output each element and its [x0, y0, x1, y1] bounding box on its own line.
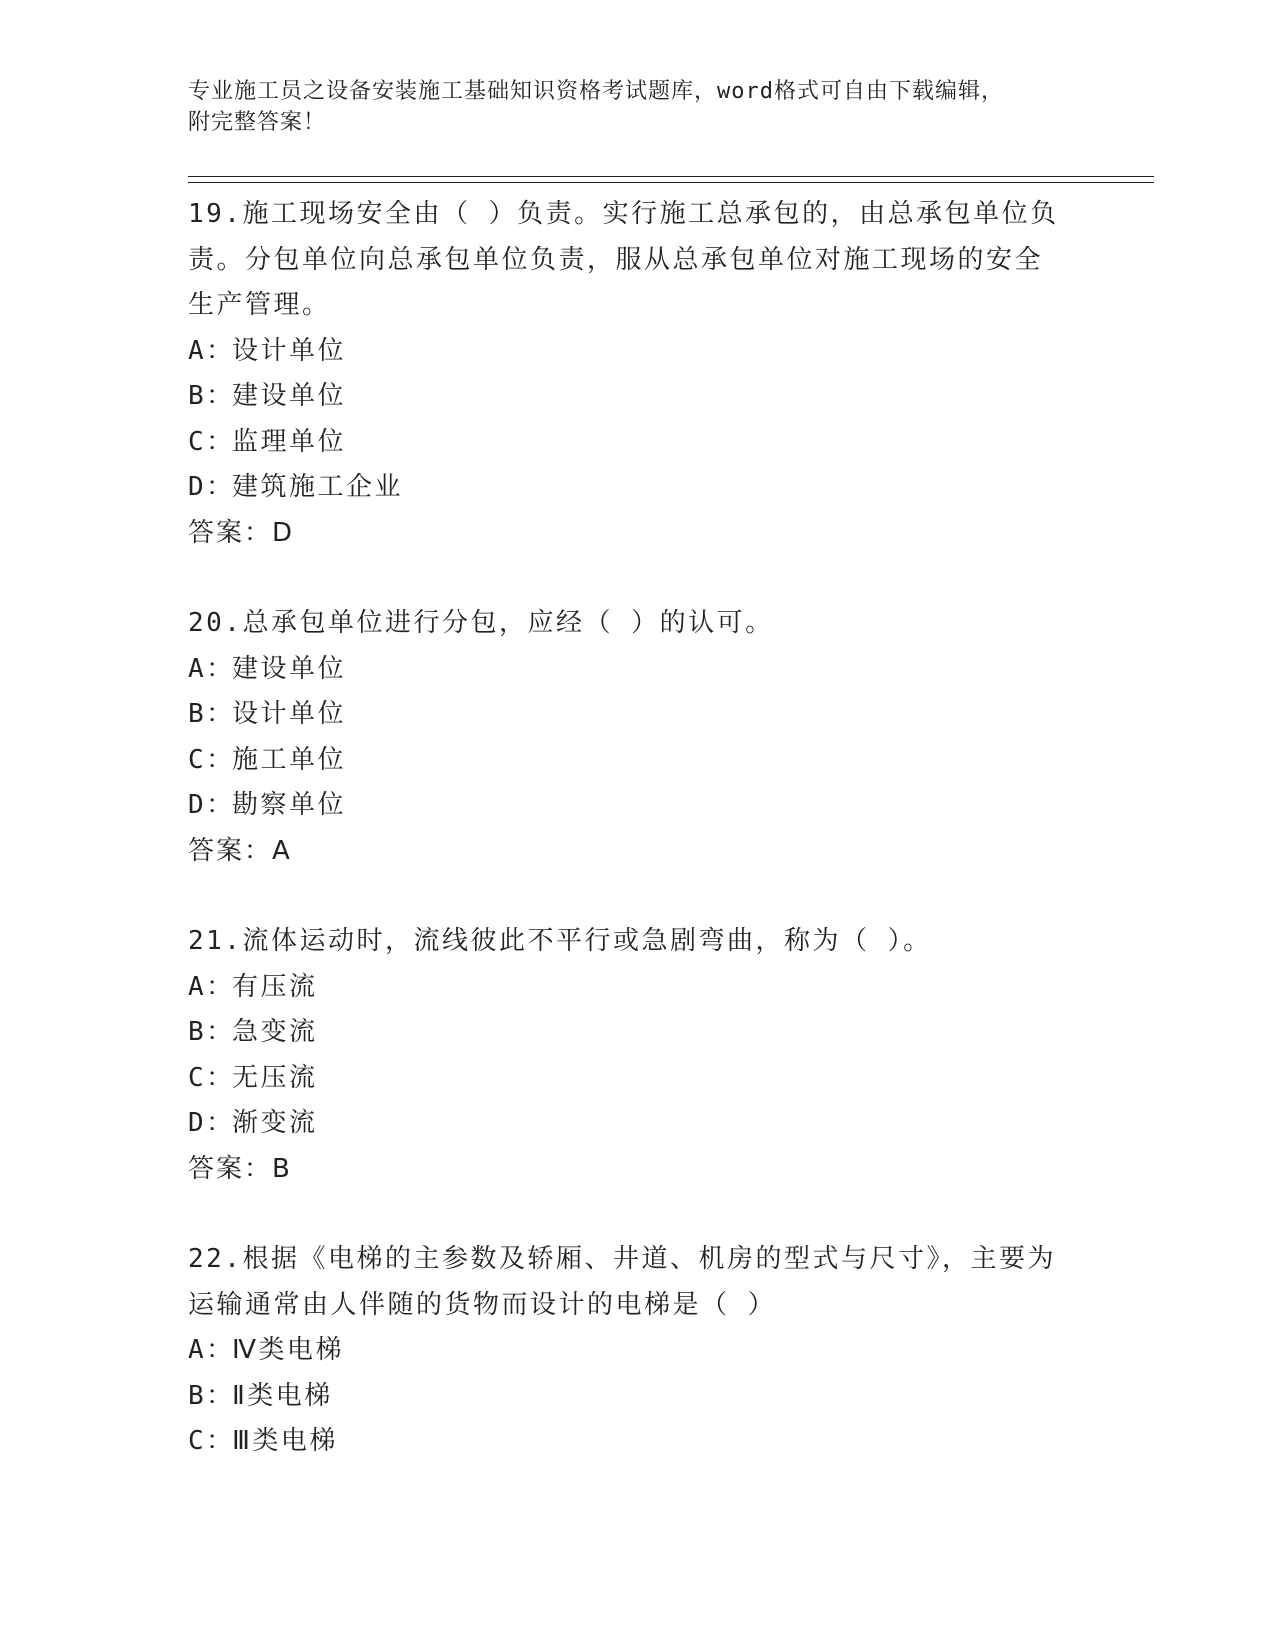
question-stem-line: 21.流体运动时，流线彼此不平行或急剧弯曲，称为（ ）。 [188, 926, 932, 956]
option-letter: C： [188, 426, 235, 457]
option-text: 监理单位 [232, 426, 347, 457]
option-b [188, 374, 1088, 420]
option-letter: D： [188, 472, 235, 502]
question-stem-line: 生产管理。 [188, 290, 331, 320]
option-b [188, 1374, 1088, 1420]
option-text: 建筑施工企业 [232, 472, 404, 502]
option-c [188, 738, 1088, 784]
option-text: 设计单位 [232, 335, 347, 366]
question-stem-line: 责。分包单位向总承包单位负责，服从总承包单位对施工现场的安全 [188, 244, 1044, 275]
question-21 [188, 919, 1088, 1192]
option-text: Ⅳ类电梯 [232, 1335, 344, 1365]
option-c [188, 420, 1088, 466]
option-text: 无压流 [232, 1062, 318, 1093]
option-text: 有压流 [232, 971, 318, 1002]
header-line-2: 附完整答案！ [188, 110, 327, 135]
option-letter: D： [188, 790, 235, 820]
header-divider-top [188, 176, 1154, 177]
option-letter: A： [188, 1335, 235, 1365]
question-stem-line: 运输通常由人伴随的货物而设计的电梯是（ ） [188, 1289, 777, 1320]
option-d [188, 783, 1088, 829]
option-d [188, 1101, 1088, 1147]
option-d [188, 465, 1088, 511]
option-letter: C： [188, 744, 235, 775]
option-letter: B： [188, 1380, 235, 1411]
question-list [188, 192, 1088, 1510]
question-stem-line: 20.总承包单位进行分包，应经（ ）的认可。 [188, 608, 774, 638]
option-a [188, 965, 1088, 1011]
option-b [188, 692, 1088, 738]
option-text: 勘察单位 [232, 790, 347, 820]
option-letter: B： [188, 699, 235, 729]
option-text: 急变流 [232, 1017, 318, 1047]
answer-line: 答案：A [188, 835, 292, 866]
question-22 [188, 1237, 1088, 1465]
option-text: Ⅱ类电梯 [232, 1380, 333, 1411]
answer-line: 答案：D [188, 517, 295, 548]
option-letter: B： [188, 1017, 235, 1047]
option-letter: C： [188, 1426, 235, 1456]
question-stem-line: 19.施工现场安全由（ ）负责。实行施工总承包的，由总承包单位负 [188, 199, 1059, 229]
header-line-1: 专业施工员之设备安装施工基础知识资格考试题库，word格式可自由下载编辑， [188, 79, 1004, 104]
question-stem-line: 22.根据《电梯的主参数及轿厢、井道、机房的型式与尺寸》，主要为 [188, 1244, 1056, 1274]
option-text: 施工单位 [232, 744, 347, 775]
option-a [188, 329, 1088, 375]
option-c [188, 1056, 1088, 1102]
option-b [188, 1010, 1088, 1056]
option-letter: D： [188, 1108, 235, 1138]
option-text: 渐变流 [232, 1108, 318, 1138]
option-letter: A： [188, 971, 235, 1002]
option-letter: A： [188, 335, 235, 366]
option-letter: C： [188, 1062, 235, 1093]
option-a [188, 647, 1088, 693]
option-text: Ⅲ类电梯 [232, 1426, 338, 1456]
question-20 [188, 601, 1088, 874]
option-a [188, 1328, 1088, 1374]
option-text: 建设单位 [232, 653, 347, 684]
option-text: 建设单位 [232, 381, 347, 411]
option-letter: B： [188, 381, 235, 411]
option-letter: A： [188, 653, 235, 684]
option-c [188, 1419, 1088, 1465]
answer-line: 答案：B [188, 1153, 292, 1184]
document-header [188, 76, 1088, 138]
header-divider-bottom [188, 182, 1154, 183]
option-text: 设计单位 [232, 699, 347, 729]
question-19 [188, 192, 1088, 556]
